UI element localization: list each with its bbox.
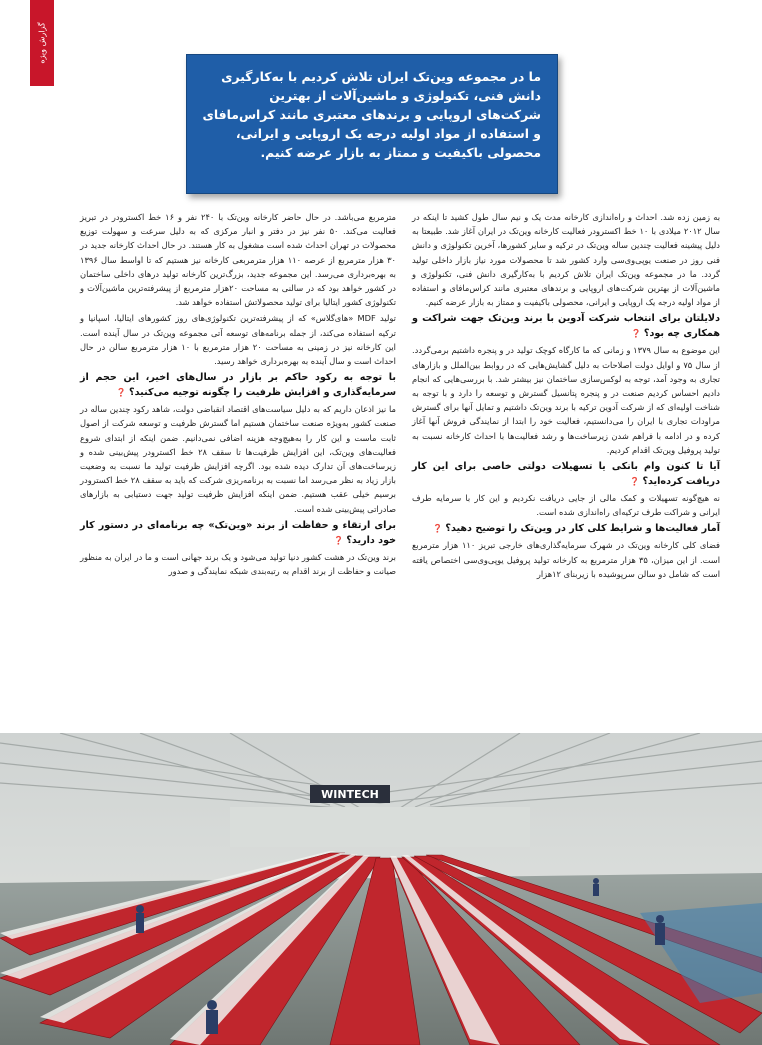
question-heading-text: آیا تا کنون وام بانکی یا تسهیلات دولتی خاصی برای این کار دریافت کرده‌اید؟ (412, 461, 720, 488)
article-column-left (80, 210, 396, 580)
paragraph: ما نیز اذعان داریم که به دلیل سیاست‌های اقتصاد انقباضی دولت، شاهد رکود چندین ساله در صنعت کشور به‌ویژه صنعت ساختمان هستیم اما گسترش ظرفیت و توسعه شرکت از اصول ثابت ماست و این کار را به‌هیچ‌وجه هزینه اضافی نمی‌دانیم. ضمن اینکه از ابتدای شروع فعالیت‌های وین‌تک، این افزایش ظرفیت‌ها تا سقف ۲۸ خط اکسترودر پیش‌بینی شده و زیرساخت‌های آن تدارک دیده شده بود. اگرچه افزایش ظرفیت تولید ما نسبت به وضعیت بازار زیاد به نظر می‌رسد اما نسبت به برنامه‌ریزی شرکت که باید به سقف ۲۸ خط اکسترودر برسیم خیلی عقب هستیم. ضمن اینکه افزایش ظرفیت تولید جهت دستیابی به بازارهای صادراتی پیش‌بینی شده است. (80, 404, 397, 514)
question-mark-icon: ❓ (629, 477, 643, 487)
section-tab-label: گزارش ویژه (37, 22, 47, 64)
paragraph: برند وین‌تک در هشت کشور دنیا تولید می‌شود و یک برند جهانی است و ما در ایران به منظور صیانت و حفاظت از برند اقدام به رتبه‌بندی شبکه نمایندگی و صدور (80, 551, 396, 577)
wintech-sign: WINTECH (321, 788, 379, 801)
factory-photo (0, 733, 762, 1045)
question-heading (80, 518, 396, 548)
question-heading-text: با توجه به رکود حاکم بر بازار در سال‌های اخیر، این حجم از سرمایه‌گذاری و افزایش ظرفیت را چگونه توجیه می‌کنید؟ (80, 372, 396, 399)
question-heading-text: دلایلتان برای انتخاب شرکت آدوین با برند وین‌تک جهت شراکت و همکاری چه بود؟ (412, 313, 720, 340)
paragraph: نه هیچ‌گونه تسهیلات و کمک مالی از جایی دریافت نکردیم و این کار با سرمایه طرف ایرانی و شراکت طرف ترکیه‌ای راه‌اندازی شده است. (412, 493, 720, 518)
question-mark-icon: ❓ (333, 535, 347, 545)
pull-quote-text: ما در مجموعه وین‌تک ایران تلاش کردیم با به‌کارگیری دانش فنی، تکنولوژی و ماشین‌آلات از بهترین شرکت‌های اروپایی و برندهای معتبری مانند کراس‌مافای و استفاده از مواد اولیه درجه یک اروپایی و ایرانی، محصولی باکیفیت و ممتاز به بازار عرضه کنیم. (202, 69, 541, 160)
article-column-right (412, 210, 720, 583)
factory-photo-illustration (0, 733, 762, 1045)
question-mark-icon: ❓ (432, 524, 446, 534)
question-heading (80, 370, 396, 400)
pull-quote-box (186, 54, 558, 194)
question-heading (412, 311, 720, 341)
question-mark-icon: ❓ (631, 329, 644, 339)
question-heading-text: آمار فعالیت‌ها و شرایط کلی کار در وین‌تک را توضیح دهید؟ (445, 523, 720, 535)
question-heading (412, 521, 720, 536)
section-tab (30, 0, 54, 86)
paragraph: مترمربع می‌باشد. در حال حاضر کارخانه وین‌تک با ۲۴۰ نفر و ۱۶ خط اکسترودر در تبریز فعالیت می‌کند. ۵۰ نفر نیز در دفتر و انبار مرکزی که به دلیل سرعت و سهولت توزیع محصولات در تهران احداث شده است مشغول به کار هستند. در حال احداث کارخانه جدید در ۳۰ هزار مترمربع از عرصه ۱۱۰ هزار مترمربعی کارخانه نیز هستیم که تا اواسط سال ۱۳۹۶ به بهره‌برداری می‌رسد. این مجموعه جدید، بزرگ‌ترین کارخانه تولید درهای داخلی ساختمان در کشور خواهد بود که در سالنی به مساحت ۲۰هزار مترمربع از پیشرفته‌ترین ماشین‌آلات و تکنولوژی کشور ایتالیا برای تولید محصولاتش استفاده خواهد شد. (80, 212, 396, 308)
paragraph: فضای کلی کارخانه وین‌تک در شهرک سرمایه‌گذاری‌های خارجی تبریز ۱۱۰ هزار مترمربع است. از این میزان، ۳۵ هزار مترمربع به کارخانه تولید پروفیل یوپی‌وی‌سی اختصاص یافته است که شامل دو سالن سرپوشیده با زیربنای ۱۲هزار (412, 540, 721, 579)
paragraph: به زمین زده شد. احداث و راه‌اندازی کارخانه مدت یک و نیم سال طول کشید تا اینکه در سال ۲۰۱۲ میلادی با ۱۰ خط اکسترودر فعالیت کارخانه وین‌تک در ایران آغاز شد. طبیعتا به دلیل پیشینه فعالیت چندین ساله وین‌تک در ترکیه و سایر کشورها، آخرین تکنولوژی و دانش فنی روز در صنعت یوپی‌وی‌سی وارد کشور شد تا محصولات مورد نیاز بازار داخلی تولید گردد. ما در مجموعه وین‌تک ایران تلاش کردیم با به‌کارگیری دانش فنی، تکنولوژی و ماشین‌آلات از بهترین شرکت‌های اروپایی و برندهای معتبری مانند کراس‌مافای و استفاده از مواد اولیه درجه یک اروپایی و ایرانی، محصولی باکیفیت و ممتاز به بازار عرضه کنیم. (412, 212, 720, 308)
question-mark-icon: ❓ (116, 388, 130, 398)
paragraph: این موضوع به سال ۱۳۷۹ و زمانی که ما کارگاه کوچک تولید در و پنجره داشتیم برمی‌گردد. از سال ۷۵ و اوایل دولت اصلاحات به دلیل گشایش‌هایی که در روابط بین‌الملل و بازارهای تجاری به وجود آمد، توجه به لوکس‌سازی ساختمان نیز بیشتر شد. با بررسی‌هایی که انجام دادیم احساس کردیم صنعت در و پنجره پتانسیل گسترش و توسعه را دارد و با توجه به شناخت اولیه‌ای که از شرکت آدوین ترکیه با برند وین‌تک داشتیم و تمایل آنها برای گسترش مراودات تجاری با ایران را می‌دانستیم، فعالیت خود را ابتدا از نمایندگی فروش آنها آغاز کرده و در ادامه با فراهم شدن زیرساخت‌ها و رشد فعالیت‌ها با احداث کارخانه نسبت به تولید پروفیل وین‌تک اقدام کردیم. (412, 345, 720, 455)
question-heading (412, 459, 720, 489)
question-heading-text: برای ارتقاء و حفاظت از برند «وین‌تک» چه برنامه‌ای در دستور کار خود دارید؟ (80, 519, 396, 546)
paragraph: تولید MDF «های‌گلاس» که از پیشرفته‌ترین تکنولوژی‌های روز کشورهای ایتالیا، اسپانیا و ترکیه استفاده می‌کند، از جمله برنامه‌های توسعه آتی مجموعه وین‌تک در سال آینده است. این کارخانه نیز در زمینی به مساحت ۲۰ هزار مترمربع با ۱۰ هزار مترمربع سالن در حال احداث است و سال آینده به بهره‌برداری خواهد رسید. (80, 313, 396, 367)
